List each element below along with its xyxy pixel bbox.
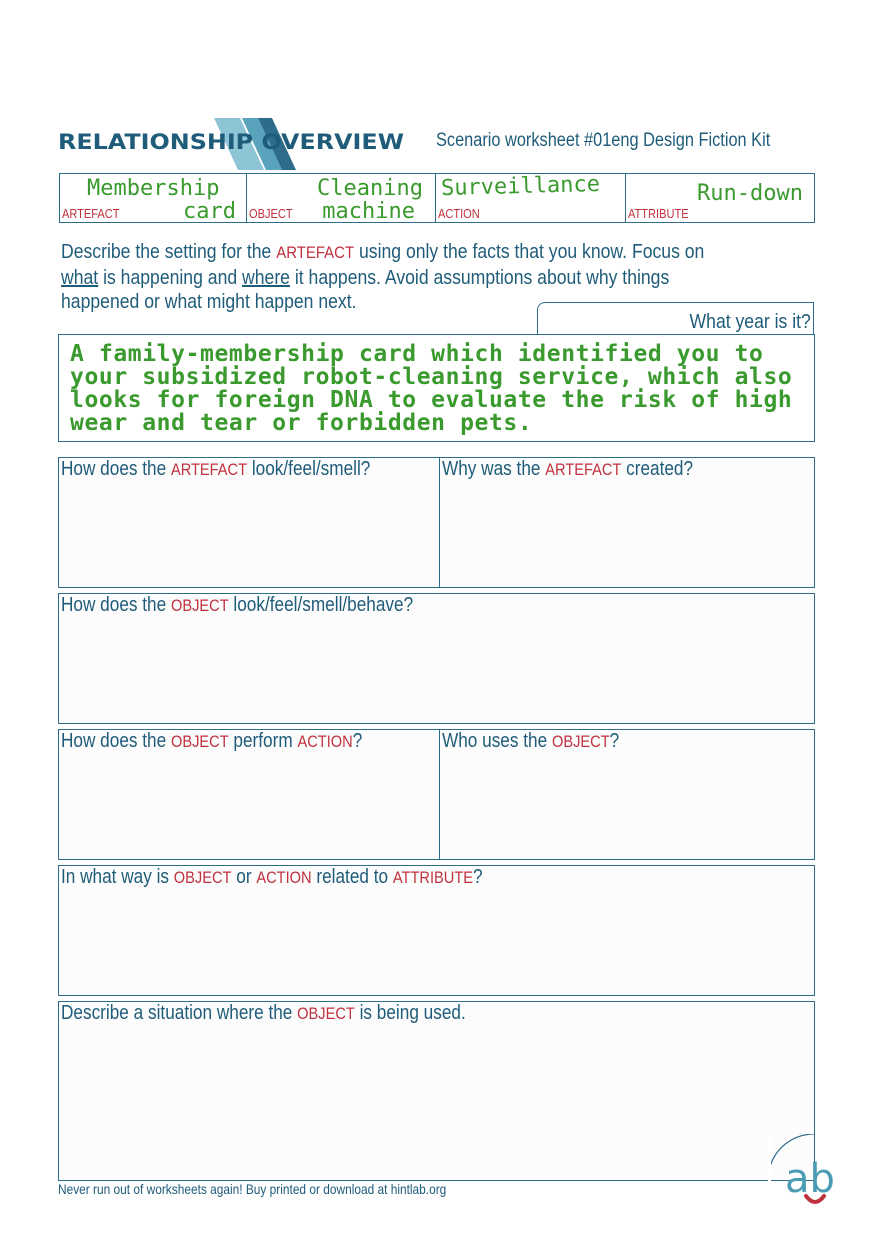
card-term-line2: card bbox=[183, 199, 236, 224]
card-kind-label: ACTION bbox=[438, 206, 480, 221]
card-attribute bbox=[625, 173, 815, 223]
card-object bbox=[246, 173, 436, 223]
question-box-object-look[interactable] bbox=[58, 593, 815, 724]
card-artefact bbox=[59, 173, 247, 223]
question-label: How does the OBJECT perform ACTION? bbox=[61, 730, 363, 752]
card-kind-label: OBJECT bbox=[249, 206, 293, 221]
card-term-line1: Membership bbox=[87, 176, 220, 201]
question-label: Who uses the OBJECT? bbox=[442, 730, 620, 752]
relationship-overview-logo bbox=[58, 118, 408, 170]
worksheet-subtitle: Scenario worksheet #01eng Design Fiction Kit bbox=[436, 130, 771, 151]
svg-text:RELATIONSHIP OVERVIEW: RELATIONSHIP OVERVIEW bbox=[58, 130, 405, 155]
question-box-artefact-why[interactable] bbox=[439, 457, 815, 588]
year-field[interactable] bbox=[537, 302, 814, 335]
question-box-object-action[interactable] bbox=[58, 729, 440, 860]
question-box-object-users[interactable] bbox=[439, 729, 815, 860]
question-box-artefact-look[interactable] bbox=[58, 457, 440, 588]
card-term-line1: Surveillance bbox=[440, 171, 601, 202]
card-kind-label: ARTEFACT bbox=[62, 206, 120, 221]
year-label: What year is it? bbox=[689, 311, 811, 333]
question-label: How does the ARTEFACT look/feel/smell? bbox=[61, 458, 371, 480]
card-action bbox=[435, 173, 626, 223]
question-label: How does the OBJECT look/feel/smell/behave? bbox=[61, 594, 414, 616]
card-term-line2: machine bbox=[322, 199, 415, 224]
card-kind-label: ATTRIBUTE bbox=[628, 206, 689, 221]
instructions-text: Describe the setting for the ARTEFACT using only the facts that you know. Focus on what is happening and where it happens. Avoid assumptions about why things happened or what might happen next. bbox=[61, 241, 705, 313]
card-term-line1: Cleaning bbox=[317, 176, 423, 201]
scenario-text: A family-membership card which identified you to your subsidized robot-cleaning service, which also looks for foreign DNA to evaluate the risk of high wear and tear or forbidden pets. bbox=[70, 341, 793, 436]
footer-text: Never run out of worksheets again! Buy printed or download at hintlab.org bbox=[58, 1181, 447, 1197]
hintlab-logo bbox=[768, 1134, 858, 1224]
question-label: Why was the ARTEFACT created? bbox=[442, 458, 694, 480]
question-box-situation[interactable] bbox=[58, 1001, 815, 1181]
question-box-relation[interactable] bbox=[58, 865, 815, 996]
question-label: In what way is OBJECT or ACTION related to ATTRIBUTE? bbox=[61, 866, 483, 888]
scenario-answer-box[interactable] bbox=[58, 334, 815, 442]
question-label: Describe a situation where the OBJECT is being used. bbox=[61, 1002, 466, 1024]
card-term-line1: Run-down bbox=[697, 181, 803, 206]
svg-text:ab: ab bbox=[785, 1156, 835, 1202]
